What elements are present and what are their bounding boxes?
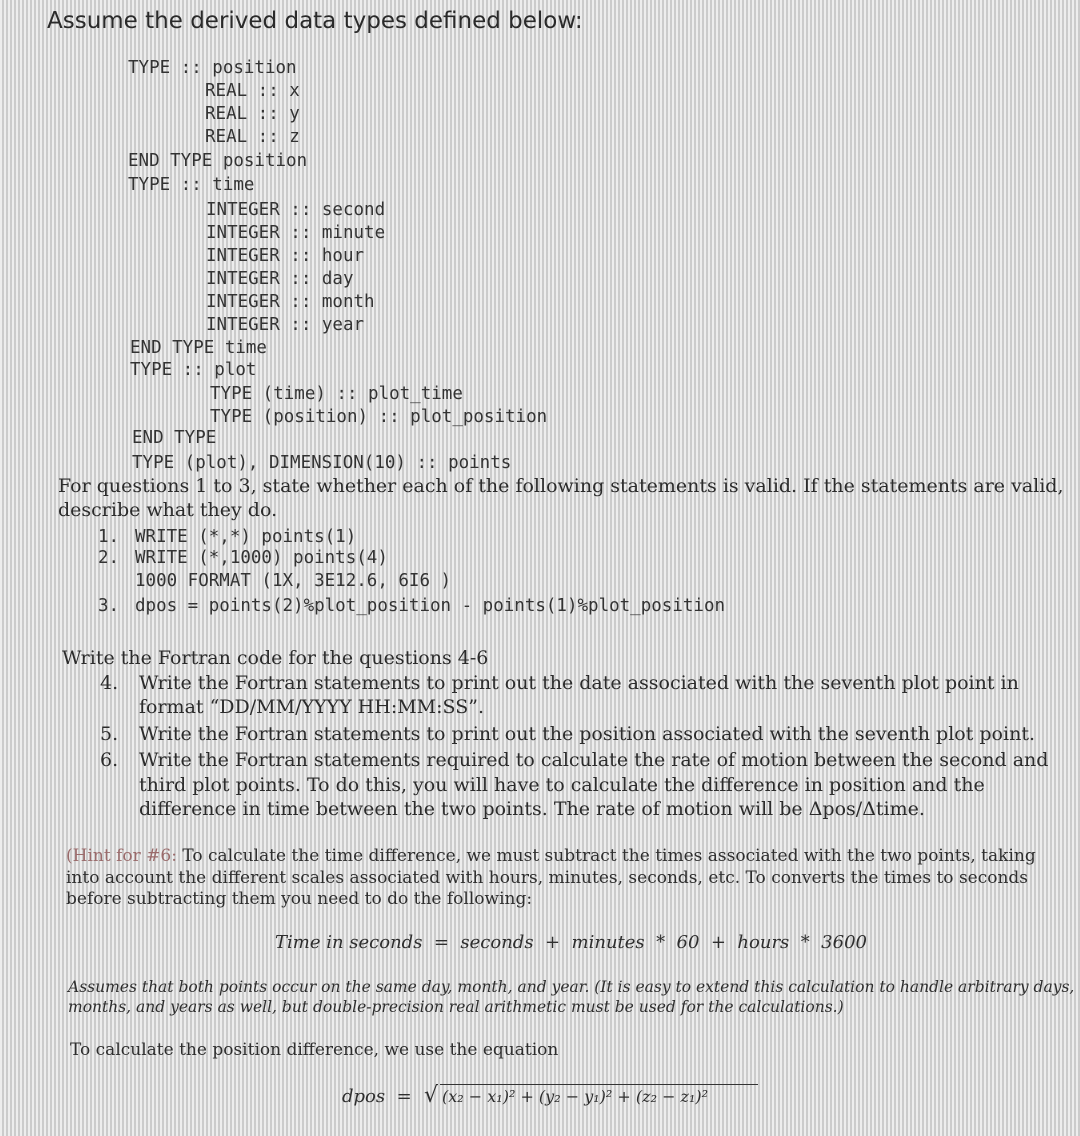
code-line: END TYPE position — [128, 151, 308, 171]
hint-line — [66, 846, 1036, 866]
question-code: dpos = points(2)%plot_position - points(1)%plot_position — [135, 596, 726, 616]
code-line: INTEGER :: month — [206, 292, 375, 312]
page-heading: Assume the derived data types defined below: — [47, 8, 583, 34]
code-line: INTEGER :: year — [206, 315, 365, 335]
question-code: WRITE (*,1000) points(4) — [135, 548, 388, 568]
question-code: WRITE (*,*) points(1) — [135, 527, 357, 547]
assumption-line: Assumes that both points occur on the same day, month, and year. (It is easy to extend this calculation to handle arbitrary days, — [68, 978, 1075, 996]
question-text: Write the Fortran statements to print out the position associated with the seventh plot point. — [139, 723, 1035, 745]
dpos-formula-lhs: dpos = — [342, 1086, 412, 1107]
question-text: format “DD/MM/YYYY HH:MM:SS”. — [139, 696, 484, 718]
position-intro: To calculate the position difference, we use the equation — [70, 1040, 559, 1060]
question-text: Write the Fortran statements required to calculate the rate of motion between the second and — [139, 749, 1049, 771]
question-text: Write the Fortran statements to print out the date associated with the seventh plot point in — [139, 672, 1019, 694]
code-line: TYPE :: position — [128, 58, 297, 78]
hint-line: before subtracting them you need to do the following: — [66, 889, 533, 909]
question-number: 2. — [98, 548, 120, 568]
questions-1-3-intro: For questions 1 to 3, state whether each of the following statements is valid. If the statements are valid, — [58, 475, 1064, 497]
question-text: difference in time between the two points. The rate of motion will be Δpos/Δtime. — [139, 798, 925, 820]
code-line: INTEGER :: day — [206, 269, 354, 289]
hint-label: (Hint for #6: — [66, 846, 177, 866]
sqrt-bar — [440, 1084, 758, 1085]
question-number: 3. — [98, 596, 120, 616]
code-line: END TYPE time — [130, 338, 267, 358]
code-line: REAL :: x — [205, 81, 300, 101]
code-line: REAL :: z — [205, 127, 300, 147]
sqrt-icon: √ — [424, 1083, 439, 1108]
code-line: TYPE (time) :: plot_time — [210, 384, 463, 404]
code-line: TYPE (position) :: plot_position — [210, 407, 548, 427]
question-number: 6. — [100, 749, 119, 771]
code-line: INTEGER :: minute — [206, 223, 386, 243]
code-line: INTEGER :: second — [206, 200, 386, 220]
question-text: third plot points. To do this, you will have to calculate the difference in position and the — [139, 774, 985, 796]
code-line: INTEGER :: hour — [206, 246, 365, 266]
question-number: 4. — [100, 672, 119, 694]
question-number: 5. — [100, 723, 119, 745]
questions-4-6-intro: Write the Fortran code for the questions 4-6 — [62, 647, 489, 669]
questions-1-3-intro: describe what they do. — [58, 499, 278, 521]
hint-line: into account the different scales associated with hours, minutes, seconds, etc. To converts the times to seconds — [66, 868, 1029, 888]
code-line: REAL :: y — [205, 104, 300, 124]
dpos-formula-radicand: (x₂ − x₁)² + (y₂ − y₁)² + (z₂ − z₁)² — [442, 1087, 709, 1106]
code-line: TYPE :: time — [128, 175, 255, 195]
question-code: 1000 FORMAT (1X, 3E12.6, 6I6 ) — [135, 571, 452, 591]
question-number: 1. — [98, 527, 120, 547]
hint-text: To calculate the time difference, we must subtract the times associated with the two points, taking — [176, 846, 1036, 866]
code-line: END TYPE — [132, 428, 217, 448]
time-formula: Time in seconds = seconds + minutes * 60 + hours * 3600 — [275, 932, 867, 953]
code-line: TYPE :: plot — [130, 360, 257, 380]
assumption-line: months, and years as well, but double-precision real arithmetic must be used for the calculations.) — [68, 998, 844, 1016]
code-line: TYPE (plot), DIMENSION(10) :: points — [132, 453, 512, 473]
